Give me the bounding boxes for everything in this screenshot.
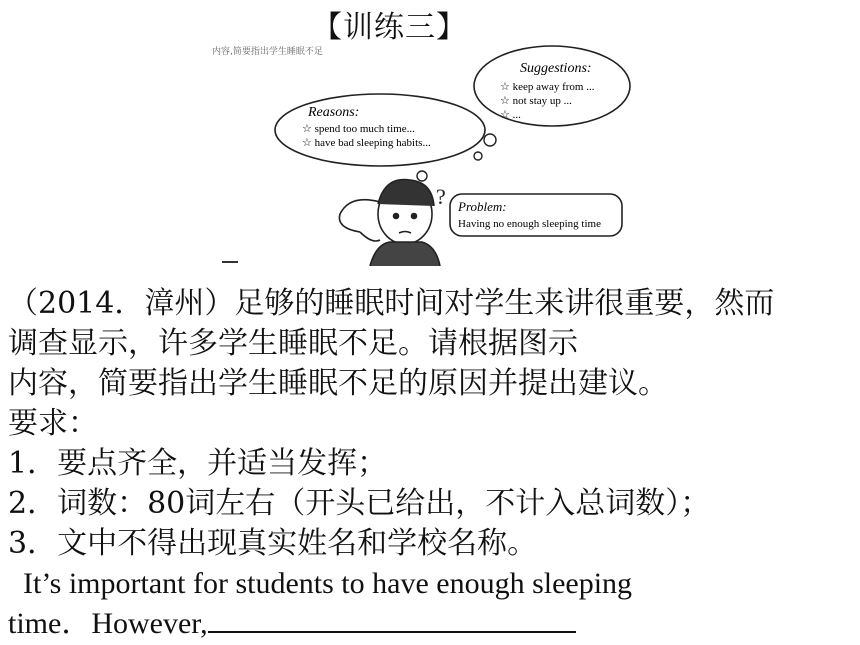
reason-item: ☆ have bad sleeping habits... [302, 137, 431, 149]
english-opening-line: It’s important for students to have enough sleeping [8, 567, 633, 600]
suggestion-item: ☆ keep away from ... [500, 81, 595, 93]
requirement-item: 2．词数：80词左右（开头已给出，不计入总词数）； [8, 486, 711, 521]
prompt-line: 内容，简要指出学生睡眠不足的原因并提出建议。 [8, 366, 668, 401]
problem-text: Having no enough sleeping time [458, 218, 601, 230]
svg-text:?: ? [436, 184, 446, 209]
clipped-top-text: 内容,简要指出学生睡眠不足 [212, 47, 323, 57]
problem-label: Problem: [458, 199, 507, 214]
answer-blank[interactable] [208, 605, 576, 633]
english-continuation-text: time．However, [8, 607, 208, 640]
illustration-svg [200, 44, 640, 266]
suggestions-bubble [474, 46, 630, 160]
problem-box [450, 194, 622, 236]
english-continuation [8, 604, 854, 644]
reasons-bubble [275, 94, 485, 192]
exercise-title: 【训练三】 [312, 10, 467, 45]
requirements-heading: 要求： [8, 406, 98, 441]
reason-item: ☆ spend too much time... [302, 123, 415, 135]
exercise-body [8, 284, 854, 644]
requirement-item: 3．文中不得出现真实姓名和学校名称。 [8, 526, 538, 561]
requirement-item: 1．要点齐全，并适当发挥； [8, 446, 388, 481]
suggestion-item: ☆ not stay up ... [500, 95, 572, 107]
suggestion-item: ☆ ... [500, 109, 521, 121]
illustration [200, 44, 640, 266]
boy-illustration [339, 180, 445, 267]
prompt-line: （2014．漳州）足够的睡眠时间对学生来讲很重要，然而 [8, 286, 775, 321]
suggestions-label: Suggestions: [520, 61, 592, 76]
reasons-label: Reasons: [308, 105, 360, 120]
prompt-line: 调查显示，许多学生睡眠不足。请根据图示 [8, 326, 578, 361]
